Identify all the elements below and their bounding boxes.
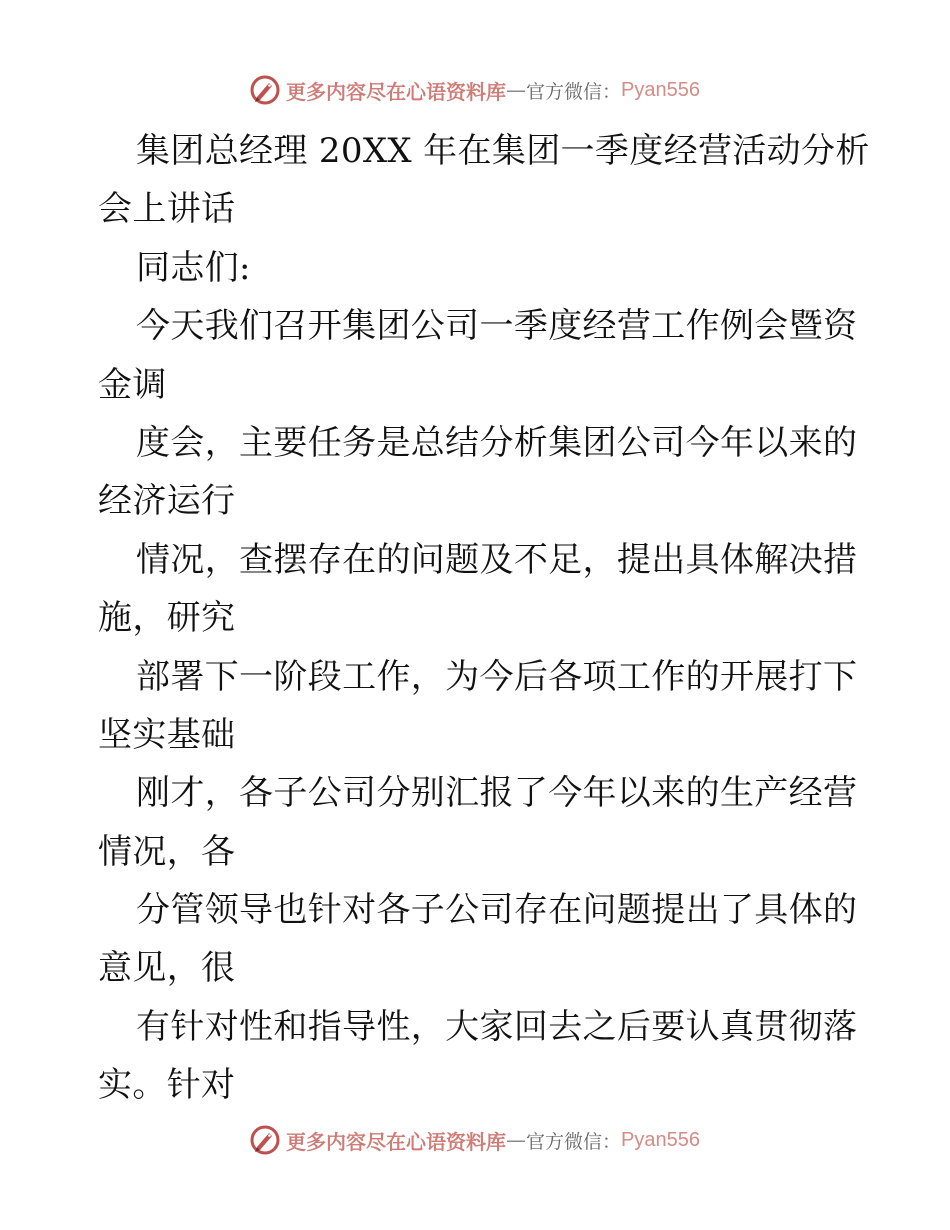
paragraph-line: 施，研究 — [98, 598, 236, 639]
paragraph-line: 实。针对 — [98, 1065, 236, 1106]
watermark-official-label: 官方微信： — [526, 1130, 622, 1153]
watermark-dash: — — [506, 1128, 526, 1152]
paragraph-line: 坚实基础 — [98, 714, 236, 755]
paragraph-line: 情况，各 — [98, 831, 236, 872]
paragraph-line: 金调 — [98, 364, 167, 405]
paragraph-line: 刚才，各子公司分别汇报了今年以来的生产经营 — [136, 773, 858, 814]
watermark-dash: — — [506, 78, 526, 102]
document-body — [98, 122, 870, 1115]
paragraph-line: 有针对性和指导性，大家回去之后要认真贯彻落 — [136, 1006, 858, 1047]
paragraph-line: 意见，很 — [98, 948, 236, 989]
watermark-banner-bottom — [0, 1122, 950, 1158]
watermark-banner-top — [0, 72, 950, 108]
paragraph-line: 分管领导也针对各子公司存在问题提出了具体的 — [136, 890, 858, 931]
document-title-line-1: 集团总经理 20XX 年在集团一季度经营活动分析 — [136, 131, 870, 171]
watermark-official-label: 官方微信： — [526, 80, 622, 103]
salutation: 同志们: — [136, 247, 251, 288]
paragraph-line: 经济运行 — [98, 481, 236, 522]
document-title-line-2: 会上讲话 — [98, 189, 236, 230]
paragraph-line: 今天我们召开集团公司一季度经营工作例会暨资 — [136, 306, 858, 347]
paragraph-line: 度会，主要任务是总结分析集团公司今年以来的 — [136, 422, 858, 463]
pen-logo-icon — [250, 75, 280, 105]
watermark-wechat-id: Pyan556 — [621, 1128, 700, 1151]
paragraph-line: 部署下一阶段工作，为今后各项工作的开展打下 — [136, 656, 858, 697]
paragraph-line: 情况，查摆存在的问题及不足，提出具体解决措 — [136, 539, 858, 580]
watermark-wechat-id: Pyan556 — [621, 78, 700, 101]
watermark-main-text: 更多内容尽在心语资料库 — [286, 79, 506, 104]
watermark-main-text: 更多内容尽在心语资料库 — [286, 1129, 506, 1154]
pen-logo-icon — [250, 1125, 280, 1155]
